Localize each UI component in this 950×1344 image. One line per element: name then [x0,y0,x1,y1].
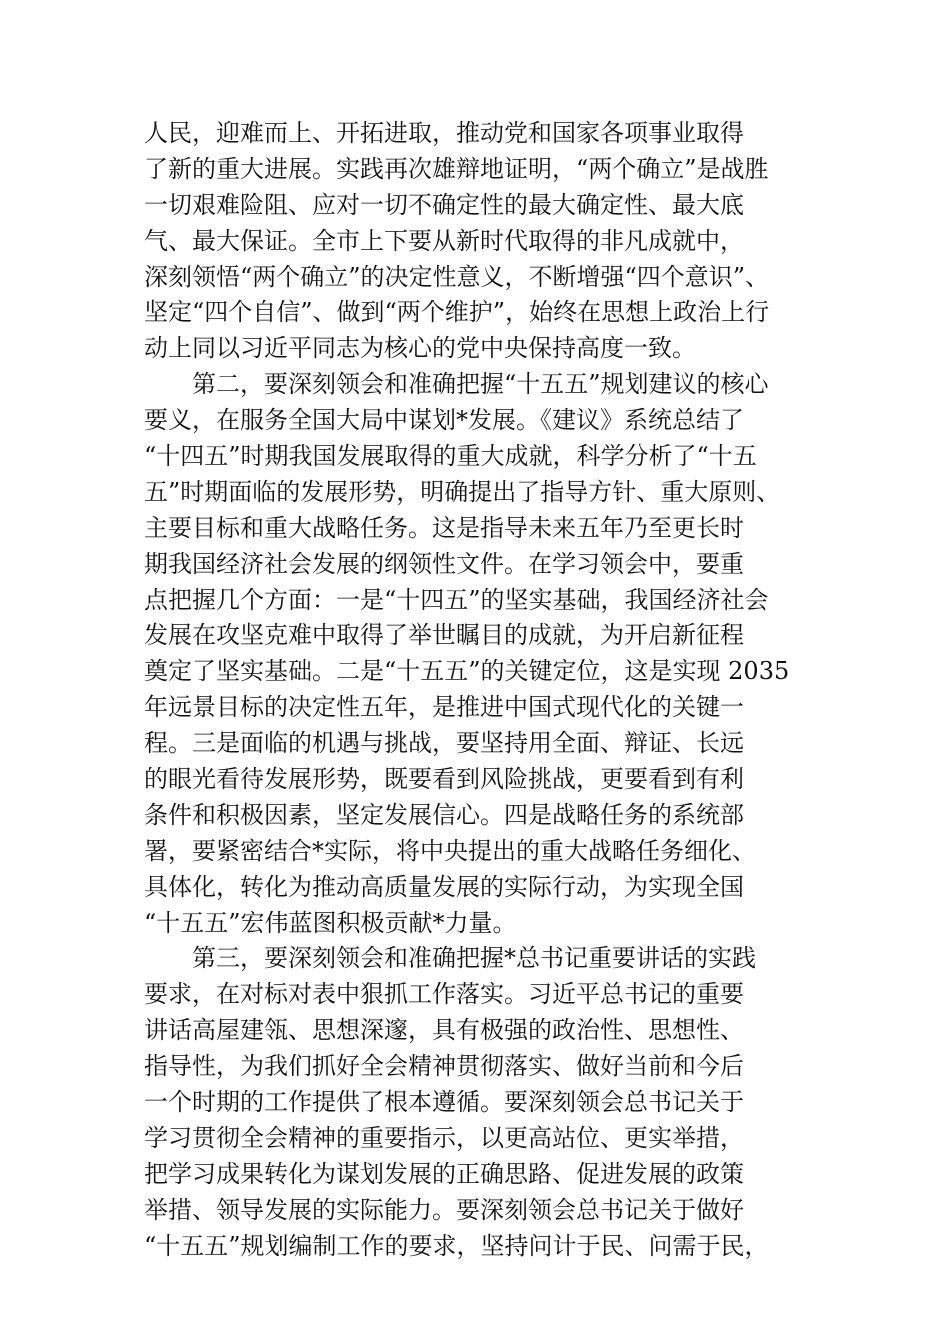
text-line: 五”时期面临的发展形势，明确提出了指导方针、重大原则、 [144,477,781,506]
text-line: 指导性，为我们抓好全会精神贯彻落实、做好当前和今后 [144,1052,744,1081]
body-text [144,116,824,1265]
text-line: 期我国经济社会发展的纲领性文件。在学习领会中，要重 [144,549,744,578]
text-line: 一个时期的工作提供了根本遵循。要深刻领会总书记关于 [144,1088,744,1117]
text-line: 发展在攻坚克难中取得了举世瞩目的成就，为开启新征程 [144,621,744,650]
text-line: 气、最大保证。全市上下要从新时代取得的非凡成就中， [144,226,744,255]
text-line: 的眼光看待发展形势，既要看到风险挑战，更要看到有利 [144,765,744,794]
text-line: 学习贯彻全会精神的重要指示，以更高站位、更实举措， [144,1123,744,1152]
text-line: 点把握几个方面：一是“十四五”的坚实基础，我国经济社会 [144,585,769,614]
text-line: 署，要紧密结合*实际，将中央提出的重大战略任务细化、 [144,836,756,865]
text-line: “十四五”时期我国发展取得的重大成就，科学分析了“十五 [144,442,757,471]
text-line: 讲话高屋建瓴、思想深邃，具有极强的政治性、思想性、 [144,1016,744,1045]
text-line: 要求，在对标对表中狠抓工作落实。习近平总书记的重要 [144,980,744,1009]
text-line: 奠定了坚实基础。二是“十五五”的关键定位，这是实现 2035 [144,657,790,686]
text-line: 把学习成果转化为谋划发展的正确思路、促进发展的政策 [144,1159,744,1188]
text-line: 一切艰难险阻、应对一切不确定性的最大确定性、最大底 [144,190,744,219]
text-line: 程。三是面临的机遇与挑战，要坚持用全面、辩证、长远 [144,729,744,758]
text-line: 人民，迎难而上、开拓进取，推动党和国家各项事业取得 [144,119,744,147]
text-line: 深刻领悟“两个确立”的决定性意义，不断增强“四个意识”、 [144,262,770,291]
text-line: 主要目标和重大战略任务。这是指导未来五年乃至更长时 [144,513,744,542]
text-line: “十五五”宏伟蓝图积极贡献*力量。 [144,908,517,937]
text-line: 条件和积极因素，坚定发展信心。四是战略任务的系统部 [144,800,744,829]
text-line: “十五五”规划编制工作的要求，坚持问计于民、问需于民， [144,1231,769,1260]
paragraph-start-line: 第二，要深刻领会和准确把握“十五五”规划建议的核心 [192,370,769,399]
paragraph-start-line: 第三，要深刻领会和准确把握*总书记重要讲话的实践 [192,944,756,973]
text-line: 坚定“四个自信”、做到“两个维护”，始终在思想上政治上行 [144,298,770,327]
text-line: 举措、领导发展的实际能力。要深刻领会总书记关于做好 [144,1195,744,1224]
text-line: 了新的重大进展。实践再次雄辩地证明，“两个确立”是战胜 [144,154,769,183]
text-line: 年远景目标的决定性五年，是推进中国式现代化的关键一 [144,693,744,722]
text-line: 动上同以习近平同志为核心的党中央保持高度一致。 [144,334,696,363]
text-line: 具体化，转化为推动高质量发展的实际行动，为实现全国 [144,872,744,901]
text-line: 要义，在服务全国大局中谋划*发展。《建议》系统总结了 [144,406,744,435]
